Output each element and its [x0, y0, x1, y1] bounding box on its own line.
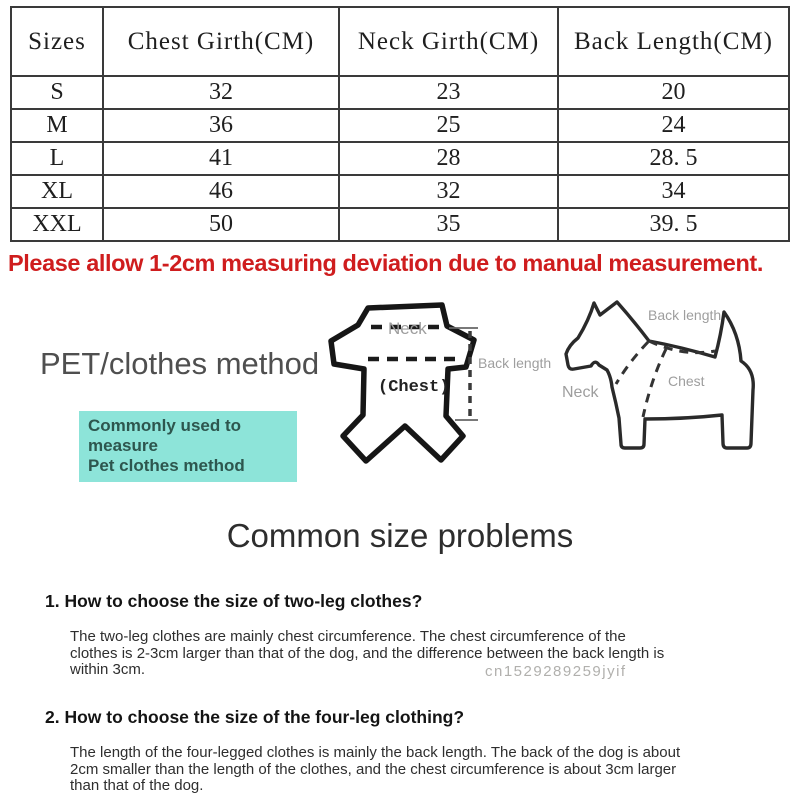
problem-2-line-3: than that of the dog. — [70, 777, 204, 794]
dog-outline — [566, 302, 753, 448]
garment-chest-label: (Chest) — [378, 378, 450, 397]
cell-back: 34 — [558, 175, 789, 208]
highlight-line-2: Pet clothes method — [88, 456, 245, 475]
problem-1-line-3: within 3cm. — [70, 661, 146, 678]
cell-size: S — [11, 76, 103, 109]
cell-back: 20 — [558, 76, 789, 109]
cell-size: M — [11, 109, 103, 142]
size-table — [10, 6, 790, 242]
cell-chest: 41 — [103, 142, 339, 175]
cell-chest: 46 — [103, 175, 339, 208]
table-row-m — [11, 109, 789, 142]
dog-back-length-label: Back length — [648, 307, 722, 323]
table-header-row — [11, 7, 789, 76]
col-header-back-length: Back Length(CM) — [558, 7, 789, 76]
col-header-neck-girth: Neck Girth(CM) — [339, 7, 558, 76]
cell-back: 28. 5 — [558, 142, 789, 175]
cell-neck: 32 — [339, 175, 558, 208]
cell-back: 24 — [558, 109, 789, 142]
garment-back-length-label: Back length — [478, 355, 552, 371]
cell-chest: 36 — [103, 109, 339, 142]
method-title: PET/clothes method — [40, 346, 320, 381]
problems-title: Common size problems — [226, 517, 574, 554]
cell-neck: 28 — [339, 142, 558, 175]
problem-2-line-1: The length of the four-legged clothes is mainly the back length. The back of the dog is about — [70, 744, 681, 761]
col-header-sizes: Sizes — [11, 7, 103, 76]
dog-chest-label: Chest — [668, 373, 705, 389]
highlight-line-1: Commonly used to measure — [88, 416, 242, 455]
garment-diagram — [308, 288, 556, 480]
table-row-l — [11, 142, 789, 175]
cell-size: L — [11, 142, 103, 175]
problem-2-heading: 2. How to choose the size of the four-leg clothing? — [45, 707, 465, 727]
cell-neck: 23 — [339, 76, 558, 109]
problem-1-heading: 1. How to choose the size of two-leg clothes? — [45, 591, 423, 611]
col-header-chest-girth: Chest Girth(CM) — [103, 7, 339, 76]
method-highlight-box — [79, 411, 297, 482]
cell-size: XXL — [11, 208, 103, 241]
table-row-xxl — [11, 208, 789, 241]
cell-chest: 50 — [103, 208, 339, 241]
seller-watermark: cn1529289259jyif — [485, 663, 627, 680]
dog-diagram — [545, 285, 797, 483]
problem-1-line-2: clothes is 2-3cm larger than that of the dog, and the difference between the back length is — [70, 644, 665, 662]
table-row-s — [11, 76, 789, 109]
problem-2-line-2: 2cm smaller than the length of the clothes, and the chest circumference is about 3cm larger — [70, 760, 677, 778]
measurement-deviation-notice: Please allow 1-2cm measuring deviation due to manual measurement. — [8, 250, 763, 276]
cell-chest: 32 — [103, 76, 339, 109]
cell-size: XL — [11, 175, 103, 208]
cell-neck: 25 — [339, 109, 558, 142]
problem-2-text — [70, 745, 680, 795]
garment-neck-label: Neck — [388, 319, 427, 338]
table-row-xl — [11, 175, 789, 208]
problem-1-line-1: The two-leg clothes are mainly chest circumference. The chest circumference of the — [70, 628, 626, 645]
cell-back: 39. 5 — [558, 208, 789, 241]
cell-neck: 35 — [339, 208, 558, 241]
dog-neck-label: Neck — [562, 384, 599, 401]
